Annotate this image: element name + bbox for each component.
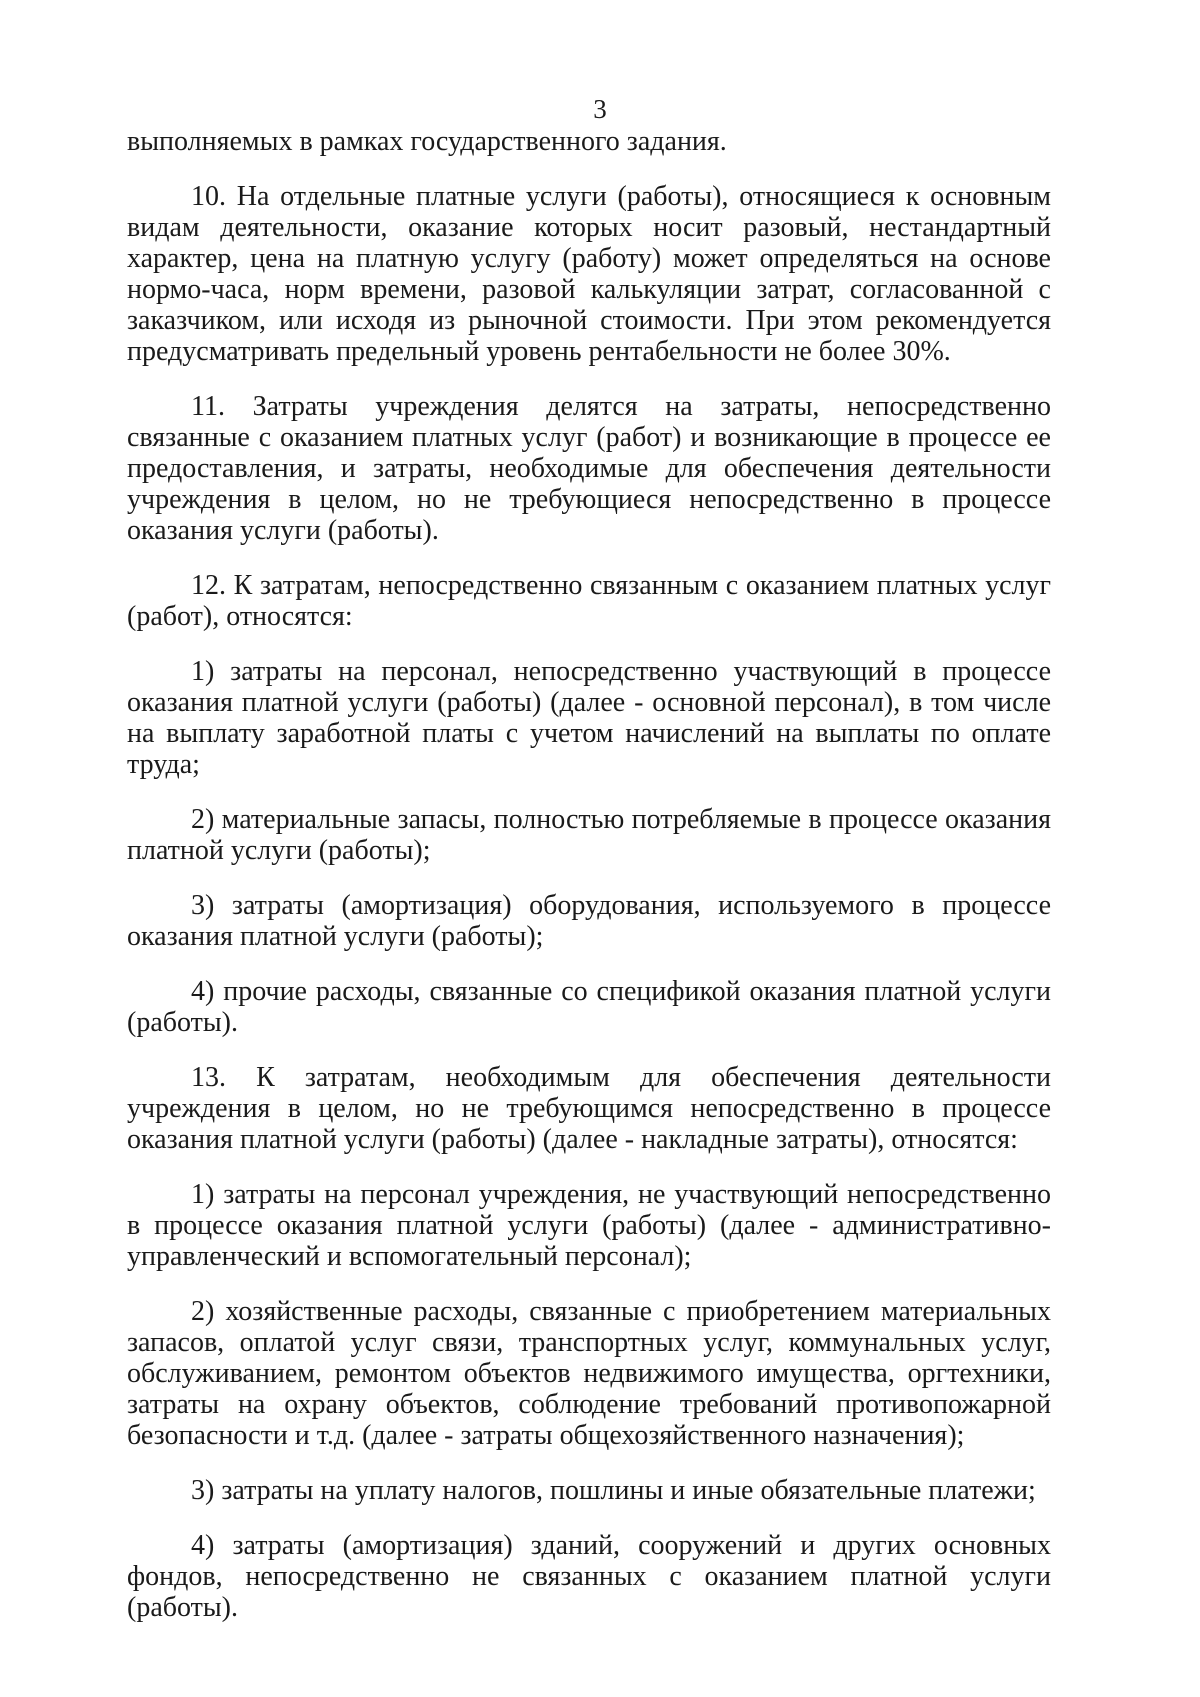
- paragraph-12-item-2: 2) материальные запасы, полностью потребляемые в процессе оказания платной услуги (работы);: [127, 804, 1051, 866]
- paragraph-12-item-4: 4) прочие расходы, связанные со спецификой оказания платной услуги (работы).: [127, 976, 1051, 1038]
- document-body: [127, 126, 1051, 1647]
- paragraph-continuation: выполняемых в рамках государственного задания.: [127, 126, 727, 157]
- paragraph-11: 11. Затраты учреждения делятся на затраты, непосредственно связанные с оказанием платных услуг (работ) и возникающие в процессе ее предоставления, и затраты, необходимые для обеспечения деятельности учреждения в целом, но не требующиеся непосредственно в процессе оказания услуги (работы).: [127, 391, 1051, 546]
- page-number: 3: [593, 94, 607, 124]
- paragraph-13: 13. К затратам, необходимым для обеспечения деятельности учреждения в целом, но не требующимся непосредственно в процессе оказания платной услуги (работы) (далее - накладные затраты), относятся:: [127, 1062, 1051, 1155]
- paragraph-12: 12. К затратам, непосредственно связанным с оказанием платных услуг (работ), относятся:: [127, 570, 1051, 632]
- paragraph-13-item-4: 4) затраты (амортизация) зданий, сооружений и других основных фондов, непосредственно не связанных с оказанием платной услуги (работы).: [127, 1530, 1051, 1623]
- paragraph-13-item-2: 2) хозяйственные расходы, связанные с приобретением материальных запасов, оплатой услуг связи, транспортных услуг, коммунальных услуг, обслуживанием, ремонтом объектов недвижимого имущества, оргтехники, затраты на охрану объектов, соблюдение требований противопожарной безопасности и т.д. (далее - затраты общехозяйственного назначения);: [127, 1296, 1051, 1451]
- paragraph-10: 10. На отдельные платные услуги (работы), относящиеся к основным видам деятельности, оказание которых носит разовый, нестандартный характер, цена на платную услугу (работу) может определяться на основе нормо-часа, норм времени, разовой калькуляции затрат, согласованной с заказчиком, или исходя из рыночной стоимости. При этом рекомендуется предусматривать предельный уровень рентабельности не более 30%.: [127, 181, 1051, 367]
- paragraph-12-item-3: 3) затраты (амортизация) оборудования, используемого в процессе оказания платной услуги (работы);: [127, 890, 1051, 952]
- paragraph-12-item-1: 1) затраты на персонал, непосредственно участвующий в процессе оказания платной услуги (работы) (далее - основной персонал), в том числе на выплату заработной платы с учетом начислений на выплаты по оплате труда;: [127, 656, 1051, 780]
- paragraph-13-item-1: 1) затраты на персонал учреждения, не участвующий непосредственно в процессе оказания платной услуги (работы) (далее - административно-управленческий и вспомогательный персонал);: [127, 1179, 1051, 1272]
- paragraph-13-item-3: 3) затраты на уплату налогов, пошлины и иные обязательные платежи;: [191, 1475, 1036, 1506]
